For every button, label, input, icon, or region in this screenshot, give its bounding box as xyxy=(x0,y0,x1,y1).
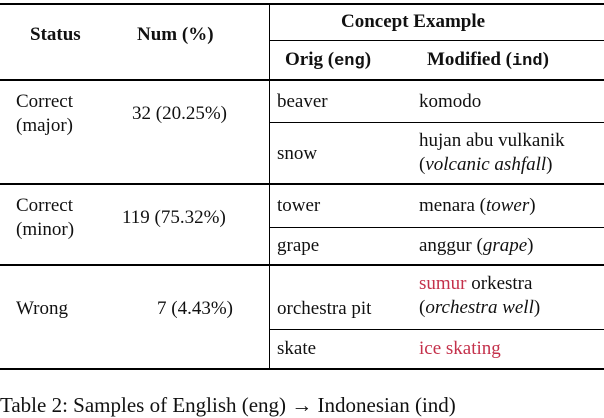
header-concept-example: Concept Example xyxy=(341,11,486,32)
header-bottom-rule xyxy=(0,79,604,81)
top-rule xyxy=(0,3,604,5)
orig-cell: orchestra pit xyxy=(277,298,372,319)
row-rule xyxy=(270,329,604,330)
modified-cell: sumur orkestra (orchestra well) xyxy=(419,273,541,318)
header-num: Num (%) xyxy=(137,24,214,45)
modified-cell: komodo xyxy=(419,91,482,112)
modified-cell: menara (tower) xyxy=(419,195,536,216)
header-orig: Orig (eng) xyxy=(285,49,372,71)
bottom-rule xyxy=(0,368,604,370)
column-divider xyxy=(269,185,270,264)
column-divider xyxy=(269,81,270,183)
status-correct-major: Correct (major) xyxy=(16,91,73,136)
orig-cell: grape xyxy=(277,235,320,256)
num-correct-minor: 119 (75.32%) xyxy=(122,207,226,228)
lang-code-ind: ind xyxy=(511,52,543,71)
modified-cell: anggur (grape) xyxy=(419,235,534,256)
num-wrong: 7 (4.43%) xyxy=(157,298,233,319)
status-correct-minor: Correct (minor) xyxy=(16,195,75,240)
header-status: Status xyxy=(30,24,81,45)
column-divider xyxy=(269,266,270,368)
orig-cell: beaver xyxy=(277,91,328,112)
group-rule xyxy=(0,264,604,266)
num-correct-major: 32 (20.25%) xyxy=(132,103,227,124)
orig-cell: skate xyxy=(277,338,317,359)
table-caption: Table 2: Samples of English (eng) → Indonesian (ind) xyxy=(0,393,456,417)
orig-cell: tower xyxy=(277,195,321,216)
column-divider xyxy=(269,5,270,79)
modified-cell: hujan abu vulkanik (volcanic ashfall) xyxy=(419,130,565,175)
status-wrong: Wrong xyxy=(16,298,68,319)
row-rule xyxy=(270,227,604,228)
header-modified: Modified (ind) xyxy=(427,49,549,71)
concept-header-rule xyxy=(270,40,604,41)
highlighted-error: ice skating xyxy=(419,338,501,359)
lang-code-eng: eng xyxy=(334,52,365,71)
group-rule xyxy=(0,183,604,185)
row-rule xyxy=(270,122,604,123)
highlighted-error: sumur xyxy=(419,273,467,294)
orig-cell: snow xyxy=(277,143,318,164)
